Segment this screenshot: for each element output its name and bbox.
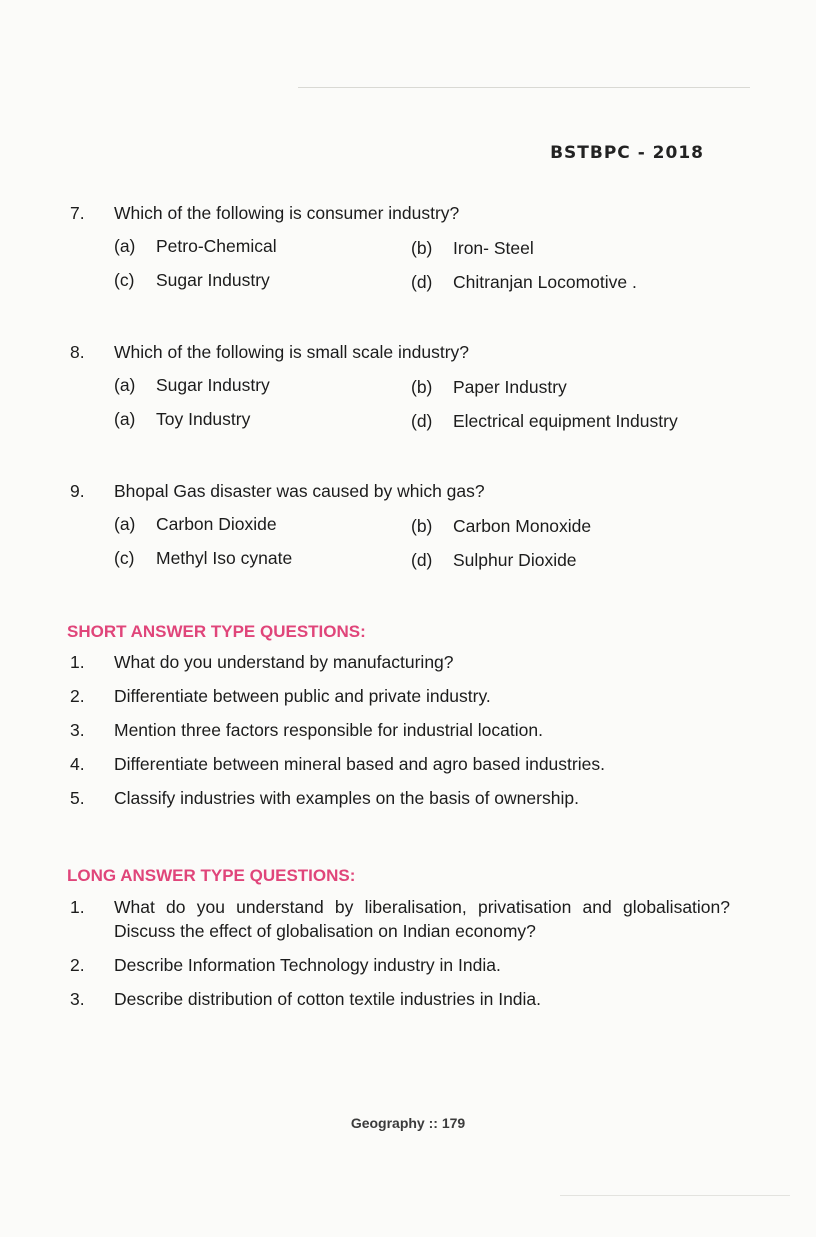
option-b (411, 377, 567, 398)
option-text: Paper Industry (453, 377, 567, 397)
list-item (70, 718, 730, 742)
option-b (411, 516, 591, 537)
list-item (70, 987, 730, 1011)
top-rule (298, 87, 750, 88)
long-answer-heading: LONG ANSWER TYPE QUESTIONS: (67, 866, 356, 885)
option-label: (a) (114, 514, 136, 534)
option-d (411, 550, 577, 571)
option-label: (c) (114, 270, 135, 290)
option-text: Petro-Chemical (156, 236, 277, 256)
item-text: Mention three factors responsible for industrial location. (114, 720, 543, 740)
list-item (70, 752, 730, 776)
page-footer: Geography :: 179 (350, 1115, 466, 1131)
option-c (114, 409, 250, 430)
item-number: 3. (70, 720, 85, 740)
list-item (70, 650, 730, 674)
question-text: Which of the following is small scale industry? (114, 342, 470, 362)
option-text: Carbon Monoxide (453, 516, 592, 536)
option-label: (a) (114, 409, 136, 429)
item-number: 2. (70, 686, 85, 706)
item-text: What do you understand by manufacturing? (114, 652, 454, 672)
option-a (114, 236, 277, 257)
question-7 (70, 202, 730, 304)
question-text: Bhopal Gas disaster was caused by which gas? (114, 481, 485, 501)
list-item (70, 684, 730, 708)
option-c (114, 548, 292, 569)
question-text: Which of the following is consumer industry? (114, 203, 460, 223)
item-number: 5. (70, 788, 85, 808)
list-item (70, 895, 730, 943)
question-number: 8. (70, 342, 85, 362)
item-text: Describe distribution of cotton textile industries in India. (114, 989, 542, 1009)
option-a (114, 375, 270, 396)
option-label: (a) (114, 375, 136, 395)
option-text: Sugar Industry (156, 270, 270, 290)
option-text: Carbon Dioxide (156, 514, 277, 534)
option-text: Sulphur Dioxide (453, 550, 577, 570)
item-text: Describe Information Technology industry in India. (114, 955, 501, 975)
short-answer-heading: SHORT ANSWER TYPE QUESTIONS: (67, 622, 366, 641)
item-text: Differentiate between mineral based and agro based industries. (114, 754, 605, 774)
option-text: Electrical equipment Industry (453, 411, 678, 431)
question-number: 9. (70, 481, 85, 501)
question-8 (70, 341, 730, 443)
list-item (70, 953, 730, 977)
item-text: Classify industries with examples on the basis of ownership. (114, 788, 579, 808)
item-number: 4. (70, 754, 85, 774)
paper-code: BSTBPC - 2018 (550, 143, 704, 163)
question-number: 7. (70, 203, 85, 223)
list-item (70, 786, 730, 810)
option-label: (b) (411, 516, 433, 536)
long-answer-list (70, 895, 730, 1021)
item-number: 1. (70, 897, 85, 917)
option-text: Sugar Industry (156, 375, 270, 395)
option-label: (c) (114, 548, 135, 568)
option-text: Iron- Steel (453, 238, 534, 258)
option-a (114, 514, 277, 535)
item-text: What do you understand by liberalisation, privatisation and globalisation? Discuss the effect of globalisation on Indian economy? (114, 897, 730, 941)
short-answer-list (70, 650, 730, 820)
option-c (114, 270, 270, 291)
option-label: (b) (411, 377, 433, 397)
question-9 (70, 480, 730, 582)
option-text: Chitranjan Locomotive . (453, 272, 637, 292)
item-text: Differentiate between public and private industry. (114, 686, 491, 706)
option-label: (d) (411, 272, 433, 292)
option-d (411, 411, 678, 432)
option-b (411, 238, 534, 259)
option-text: Toy Industry (156, 409, 251, 429)
item-number: 3. (70, 989, 85, 1009)
item-number: 2. (70, 955, 85, 975)
option-d (411, 272, 637, 293)
bottom-rule (560, 1195, 790, 1196)
option-label: (a) (114, 236, 136, 256)
option-label: (b) (411, 238, 433, 258)
option-text: Methyl Iso cynate (156, 548, 293, 568)
item-number: 1. (70, 652, 85, 672)
option-label: (d) (411, 550, 433, 570)
option-label: (d) (411, 411, 433, 431)
